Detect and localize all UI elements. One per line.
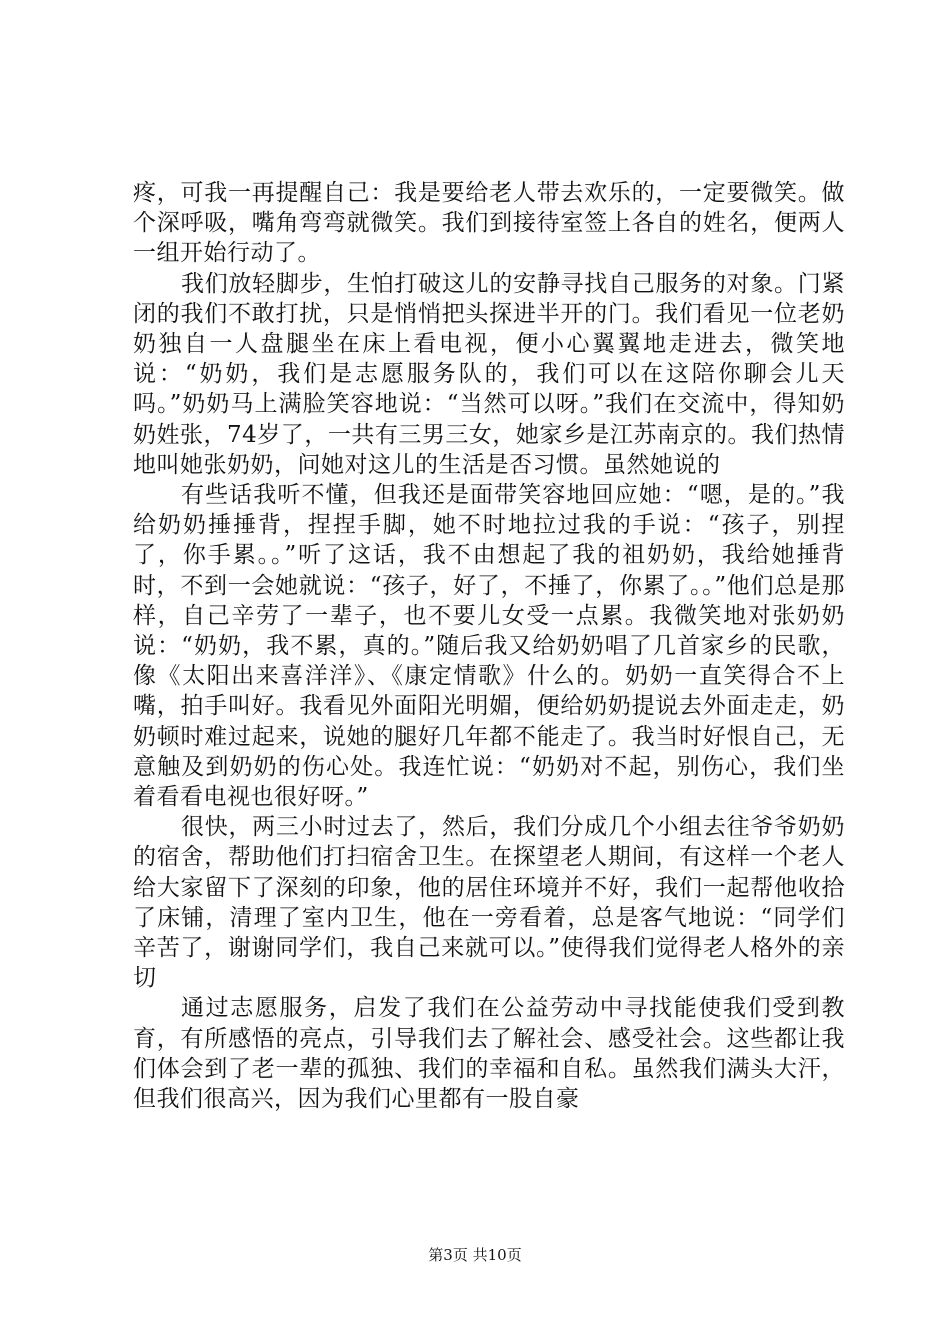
page-number-footer: 第3页 共10页 bbox=[428, 1246, 522, 1264]
paragraph-4: 很快，两三小时过去了，然后，我们分成几个小组去往爷爷奶奶的宿舍，帮助他们打扫宿舍卫生。在探望老人期间，有这样一个老人给大家留下了深刻的印象，他的居住环境并不好，我们一起帮他收拾了床铺，清理了室内卫生，他在一旁看着，总是客气地说：“同学们辛苦了，谢谢同学们，我自己来就可以。”使得我们觉得老人格外的亲切 bbox=[133, 814, 845, 992]
paragraph-3: 有些话我听不懂，但我还是面带笑容地回应她：“嗯，是的。”我给奶奶捶捶背，捏捏手脚，她不时地拉过我的手说：“孩子，别捏了，你手累。。”听了这话，我不由想起了我的祖奶奶，我给她捶背时，不到一会她就说：“孩子，好了，不捶了，你累了。。”他们总是那样，自己辛劳了一辈子，也不要儿女受一点累。我微笑地对张奶奶说：“奶奶，我不累，真的。”随后我又给奶奶唱了几首家乡的民歌，像《太阳出来喜洋洋》、《康定情歌》什么的。奶奶一直笑得合不上嘴，拍手叫好。我看见外面阳光明媚，便给奶奶提说去外面走走，奶奶顿时难过起来，说她的腿好几年都不能走了。我当时好恨自己，无意触及到奶奶的伤心处。我连忙说：“奶奶对不起，别伤心，我们坐着看看电视也很好呀。” bbox=[133, 482, 845, 811]
paragraph-1: 疼，可我一再提醒自己：我是要给老人带去欢乐的，一定要微笑。做个深呼吸，嘴角弯弯就微笑。我们到接待室签上各自的姓名，便两人一组开始行动了。 bbox=[133, 180, 845, 267]
paragraph-5: 通过志愿服务，启发了我们在公益劳动中寻找能使我们受到教育，有所感悟的亮点，引导我们去了解社会、感受社会。这些都让我们体会到了老一辈的孤独、我们的幸福和自私。虽然我们满头大汗，但我们很高兴，因为我们心里都有一股自豪 bbox=[133, 995, 845, 1113]
body-text bbox=[133, 178, 845, 1114]
paragraph-2: 我们放轻脚步，生怕打破这儿的安静寻找自己服务的对象。门紧闭的我们不敢打扰，只是悄悄把头探进半开的门。我们看见一位老奶奶独自一人盘腿坐在床上看电视，便小心翼翼地走进去，微笑地说：“奶奶，我们是志愿服务队的，我们可以在这陪你聊会儿天吗。”奶奶马上满脸笑容地说：“当然可以呀。”我们在交流中，得知奶奶姓张，74岁了，一共有三男三女，她家乡是江苏南京的。我们热情地叫她张奶奶，问她对这儿的生活是否习惯。虽然她说的 bbox=[133, 270, 845, 478]
